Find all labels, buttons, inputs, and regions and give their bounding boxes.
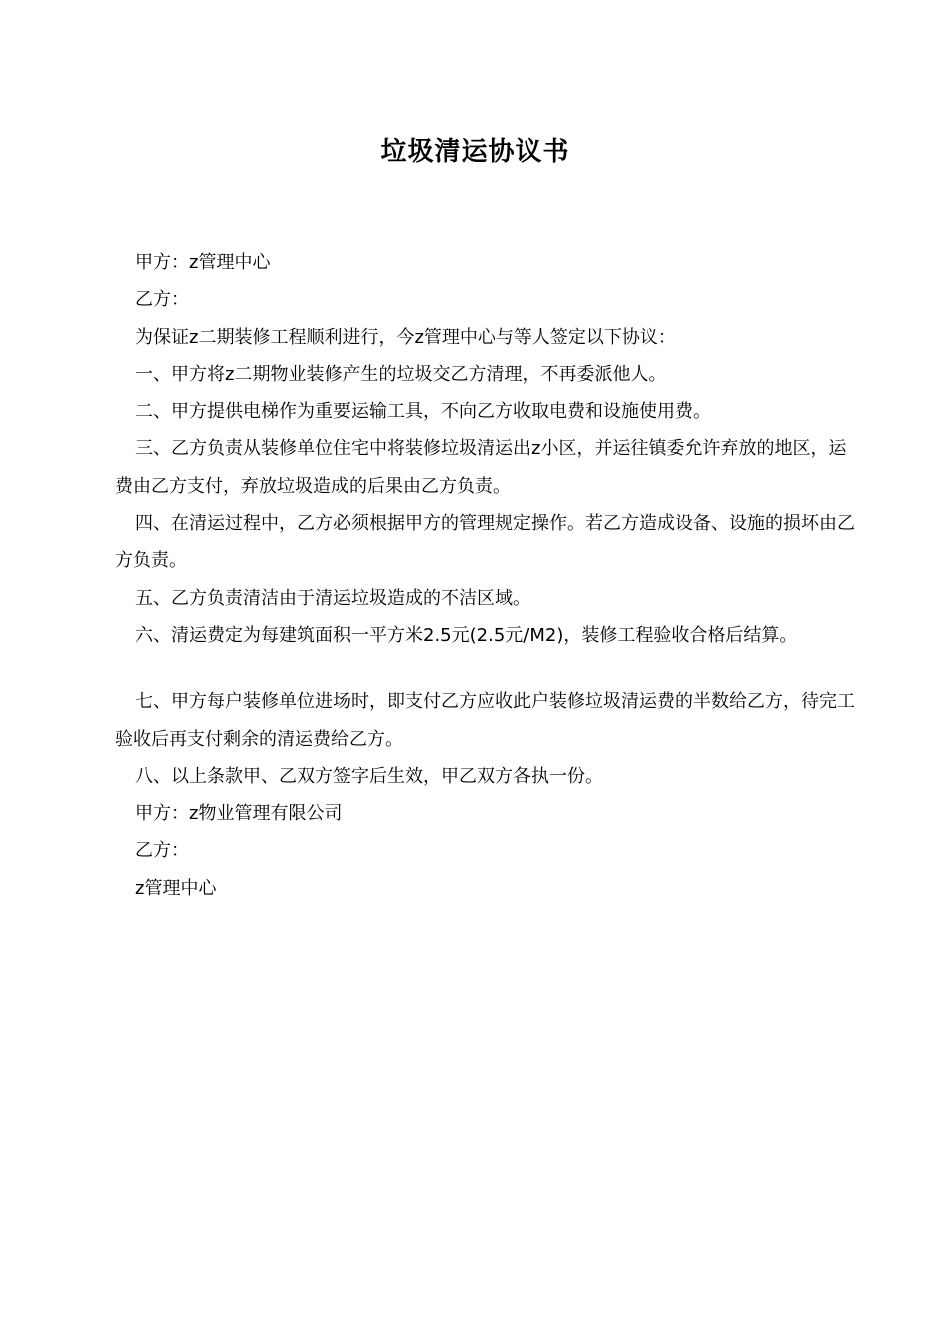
document-body <box>115 244 855 907</box>
preamble-paragraph: 为保证z二期装修工程顺利进行，今z管理中心与等人签定以下协议： <box>135 326 676 348</box>
signature-party-a: 甲方：z物业管理有限公司 <box>135 803 343 825</box>
signature-party-b: 乙方： <box>135 840 189 862</box>
clause-8: 八、以上条款甲、乙双方签字后生效，甲乙双方各执一份。 <box>135 765 603 787</box>
clause-4: 四、在清运过程中，乙方必须根据甲方的管理规定操作。若乙方造成设备、设施的损坏由乙方负责。 <box>115 513 855 572</box>
clause-2: 二、甲方提供电梯作为重要运输工具，不向乙方收取电费和设施使用费。 <box>135 401 711 423</box>
clause-7: 七、甲方每户装修单位进场时，即支付乙方应收此户装修垃圾清运费的半数给乙方，待完工验收后再支付剩余的清运费给乙方。 <box>115 691 855 750</box>
signature-management-center: z管理中心 <box>135 877 217 899</box>
party-a-line: 甲方：z管理中心 <box>135 252 271 273</box>
party-b-line: 乙方： <box>135 289 189 311</box>
document-title: 垃圾清运协议书 <box>380 137 570 167</box>
clause-1: 一、甲方将z二期物业装修产生的垃圾交乙方清理，不再委派他人。 <box>135 363 667 385</box>
clause-3: 三、乙方负责从装修单位住宅中将装修垃圾清运出z小区，并运往镇委允许弃放的地区，运费由乙方支付，弃放垃圾造成的后果由乙方负责。 <box>115 438 847 497</box>
clause-6: 六、清运费定为每建筑面积一平方米2.5元(2.5元/M2)，装修工程验收合格后结算。 <box>135 624 798 646</box>
clause-5: 五、乙方负责清洁由于清运垃圾造成的不洁区域。 <box>135 587 531 609</box>
